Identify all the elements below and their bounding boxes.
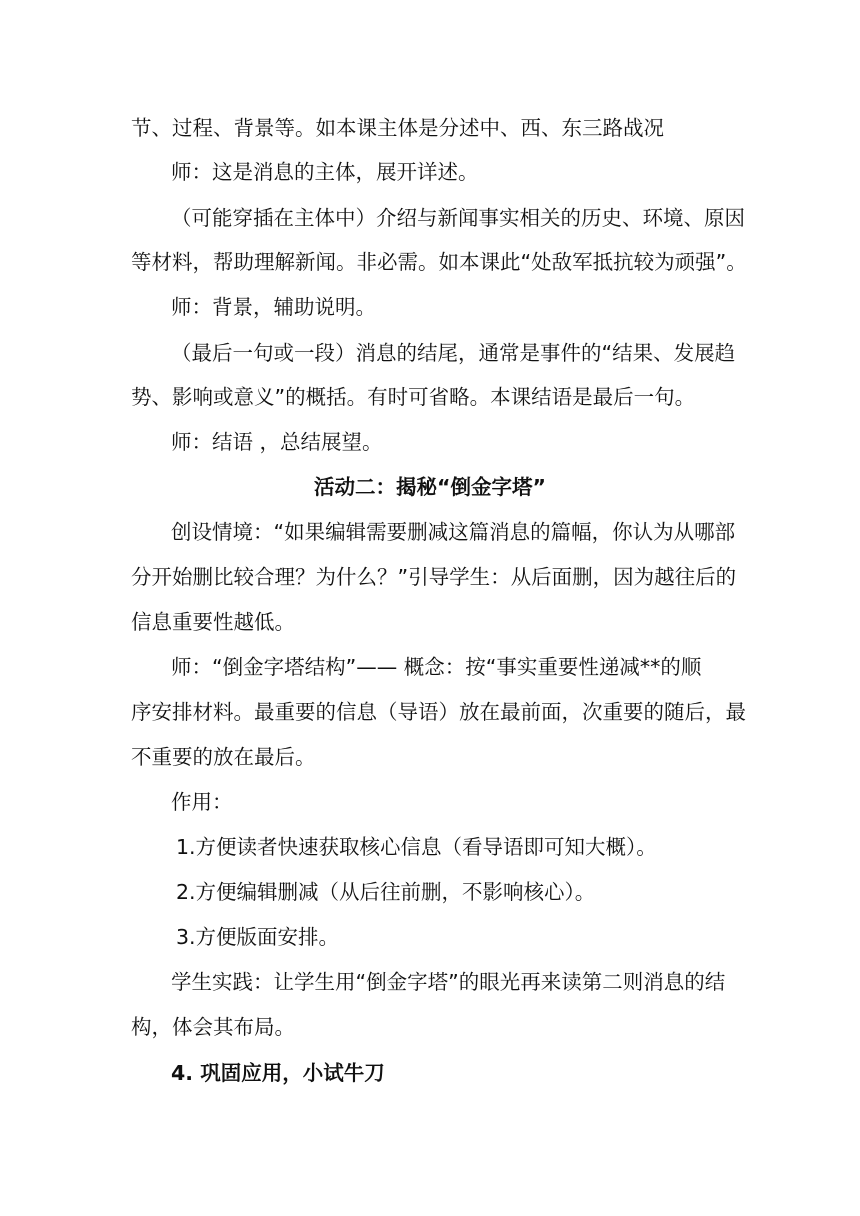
body-text-line: 势、影响或意义”的概括。有时可省略。本课结语是最后一句。 (131, 385, 696, 409)
body-text-line: （可能穿插在主体中）介绍与新闻事实相关的历史、环境、原因 (171, 206, 745, 230)
body-text-line: 序安排材料。最重要的信息（导语）放在最前面，次重要的随后，最 (131, 700, 746, 724)
teacher-line: 师：结语 ，总结展望。 (171, 430, 383, 454)
teacher-line: 师：这是消息的主体，展开详述。 (171, 160, 479, 184)
teacher-line: 师：背景，辅助说明。 (171, 295, 376, 319)
numbered-item: 3.方便版面安排。 (176, 925, 340, 949)
body-text-line: 信息重要性越低。 (131, 610, 295, 634)
body-text-line: （最后一句或一段）消息的结尾，通常是事件的“结果、发展趋 (171, 341, 736, 365)
body-text-line: 构，体会其布局。 (131, 1015, 295, 1039)
section-heading: 4. 巩固应用，小试牛刀 (171, 1061, 385, 1085)
teacher-line: 师：“倒金字塔结构”—— 概念：按“事实重要性递减**的顺 (171, 655, 702, 679)
body-text-line: 等材料，帮助理解新闻。非必需。如本课此“处敌军抵抗较为顽强”。 (131, 250, 747, 274)
body-text-line: 分开始删比较合理？为什么？”引导学生：从后面删，因为越往后的 (131, 565, 737, 589)
body-text-line: 节、过程、背景等。如本课主体是分述中、西、东三路战况 (131, 116, 664, 140)
activity-heading: 活动二：揭秘“倒金字塔” (314, 475, 546, 499)
body-text-line: 不重要的放在最后。 (131, 745, 316, 769)
numbered-item: 1.方便读者快速获取核心信息（看导语即可知大概）。 (176, 835, 657, 859)
body-text-line: 创设情境：“如果编辑需要删减这篇消息的篇幅，你认为从哪部 (171, 520, 736, 544)
function-label: 作用： (171, 790, 233, 814)
numbered-item: 2.方便编辑删减（从后往前删，不影响核心）。 (176, 880, 596, 904)
body-text-line: 学生实践：让学生用“倒金字塔”的眼光再来读第二则消息的结 (171, 970, 726, 994)
